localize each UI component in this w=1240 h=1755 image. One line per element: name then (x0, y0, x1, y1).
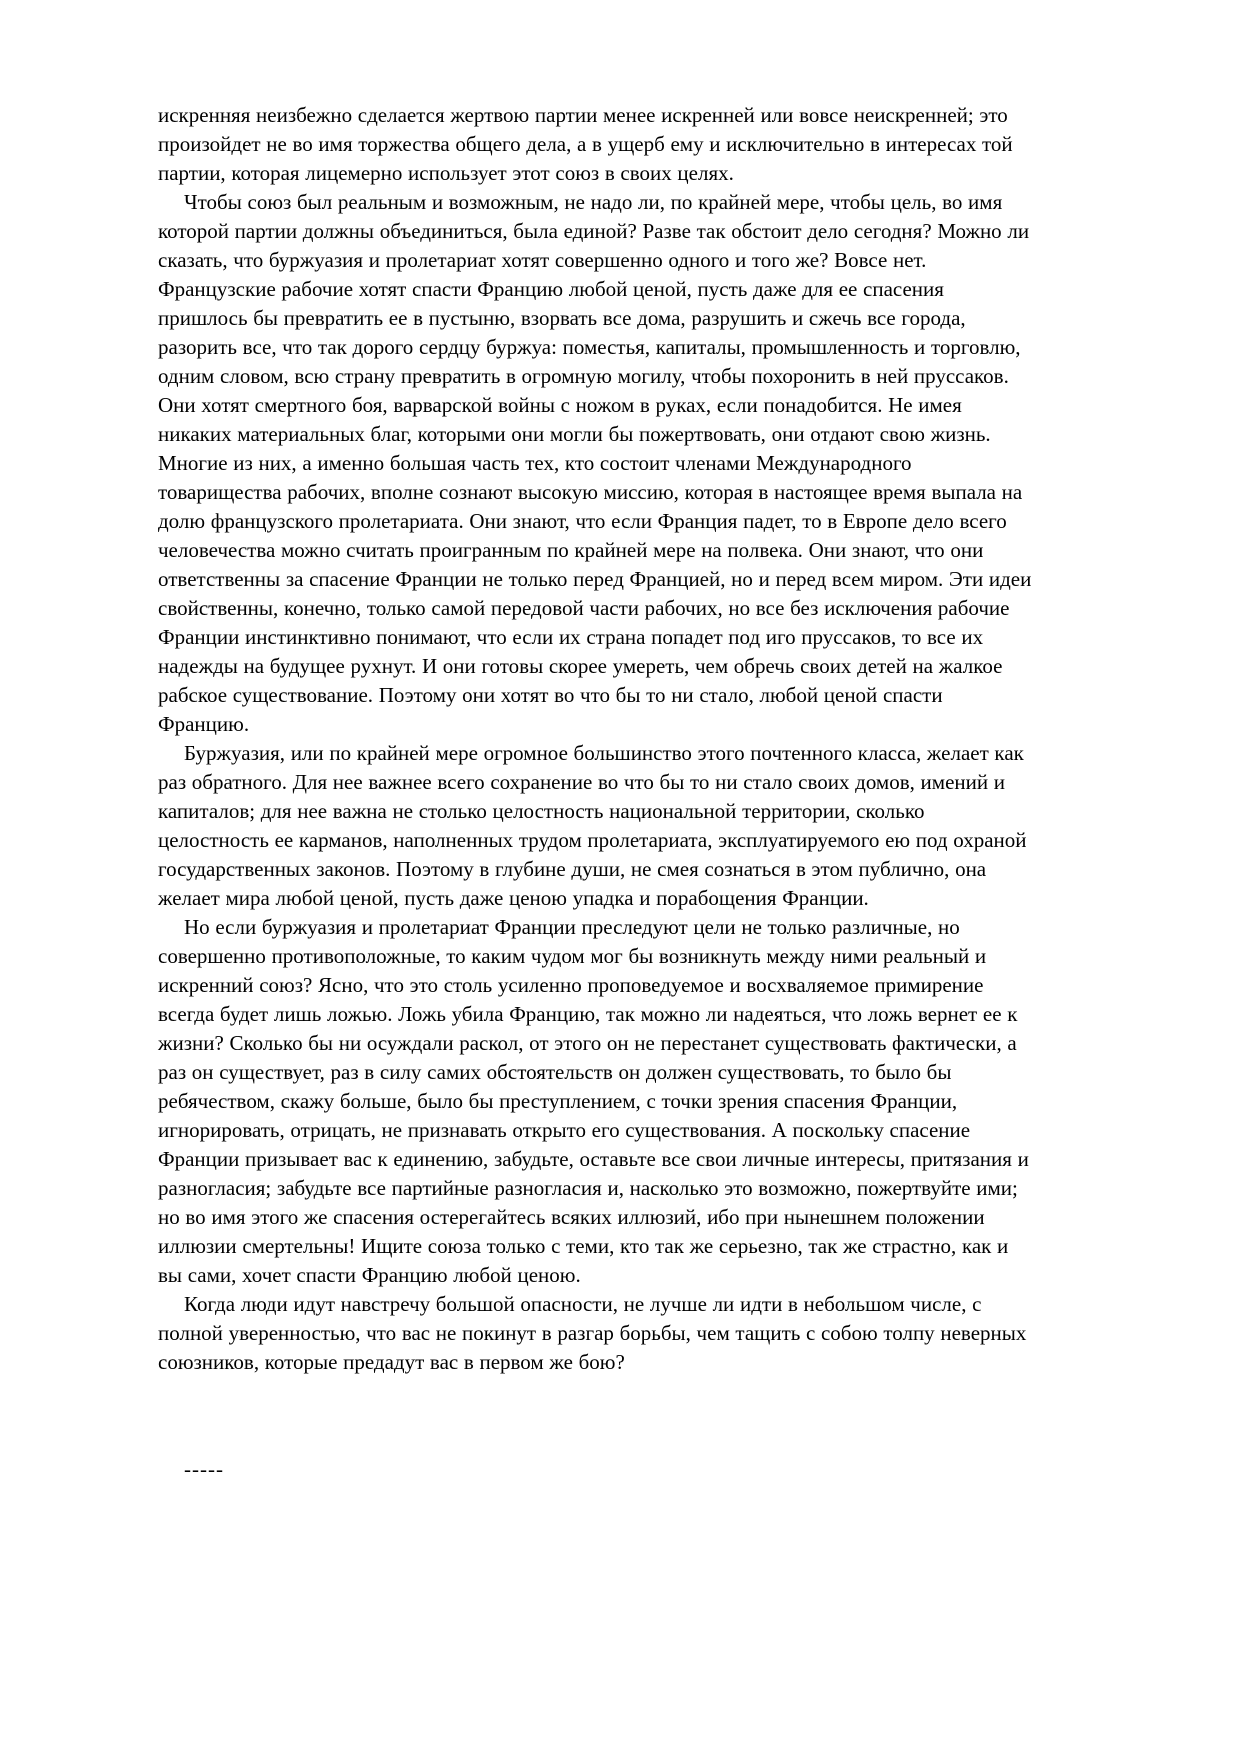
paragraph-5: Когда люди идут навстречу большой опасности, не лучше ли идти в небольшом числе, с полной уверенностью, что вас не покинут в разгар борьбы, чем тащить с собою толпу неверных союзников, которые предадут вас в первом же бою? (158, 1292, 1027, 1374)
separator-dashes: ----- (184, 1457, 224, 1481)
paragraph-2: Чтобы союз был реальным и возможным, не надо ли, по крайней мере, чтобы цель, во имя которой партии должны объединиться, была единой? Разве так обстоит дело сегодня? Можно ли сказать, что буржуазия и пролетариат хотят совершенно одного и того же? Вовсе нет. Французские рабочие хотят спасти Францию любой ценой, пусть даже для ее спасения пришлось бы превратить ее в пустыню, взорвать все дома, разрушить и сжечь все города, разорить все, что так дорого сердцу буржуа: поместья, капиталы, промышленность и торговлю, одним словом, всю страну превратить в огромную могилу, чтобы похоронить в ней пруссаков. Они хотят смертного боя, варварской войны с ножом в руках, если понадобится. Не имея никаких материальных благ, которыми они могли бы пожертвовать, они отдают свою жизнь. Многие из них, а именно большая часть тех, кто состоит членами Международного товарищества рабочих, вполне сознают высокую миссию, которая в настоящее время выпала на долю французского пролетариата. Они знают, что если Франция падет, то в Европе дело всего человечества можно считать проигранным по крайней мере на полвека. Они знают, что они ответственны за спасение Франции не только перед Францией, но и перед всем миром. Эти идеи свойственны, конечно, только самой передовой части рабочих, но все без исключения рабочие Франции инстинктивно понимают, что если их страна попадет под иго пруссаков, то все их надежды на будущее рухнут. И они готовы скорее умереть, чем обречь своих детей на жалкое рабское существование. Поэтому они хотят во что бы то ни стало, любой ценой спасти Францию. (158, 190, 1032, 736)
paragraph-4: Но если буржуазия и пролетариат Франции преследуют цели не только различные, но совершенно противоположные, то каким чудом мог бы возникнуть между ними реальный и искренний союз? Ясно, что это столь усиленно проповедуемое и восхваляемое примирение всегда будет лишь ложью. Ложь убила Францию, так можно ли надеяться, что ложь вернет ее к жизни? Сколько бы ни осуждали раскол, от этого он не перестанет существовать фактически, а раз он существует, раз в силу самих обстоятельств он должен существовать, то было бы ребячеством, скажу больше, было бы преступлением, с точки зрения спасения Франции, игнорировать, отрицать, не признавать открыто его существования. А поскольку спасение Франции призывает вас к единению, забудьте, оставьте все свои личные интересы, притязания и разногласия; забудьте все партийные разногласия и, насколько это возможно, пожертвуйте ими; но во имя этого же спасения остерегайтесь всяких иллюзий, ибо при нынешнем положении иллюзии смертельны! Ищите союза только с теми, кто так же серьезно, так же страстно, как и вы сами, хочет спасти Францию любой ценою. (158, 915, 1029, 1287)
paragraph-1: искренняя неизбежно сделается жертвою партии менее искренней или вовсе неискренней; это произойдет не во имя торжества общего дела, а в ущерб ему и исключительно в интересах той партии, которая лицемерно использует этот союз в своих целях. (158, 103, 1013, 185)
paragraph-3: Буржуазия, или по крайней мере огромное большинство этого почтенного класса, желает как раз обратного. Для нее важнее всего сохранение во что бы то ни стало своих домов, имений и капиталов; для нее важна не столько целостность национальной территории, сколько целостность ее карманов, наполненных трудом пролетариата, эксплуатируемого ею под охраной государственных законов. Поэтому в глубине души, не смея сознаться в этом публично, она желает мира любой ценой, пусть даже ценою упадка и порабощения Франции. (158, 741, 1027, 910)
